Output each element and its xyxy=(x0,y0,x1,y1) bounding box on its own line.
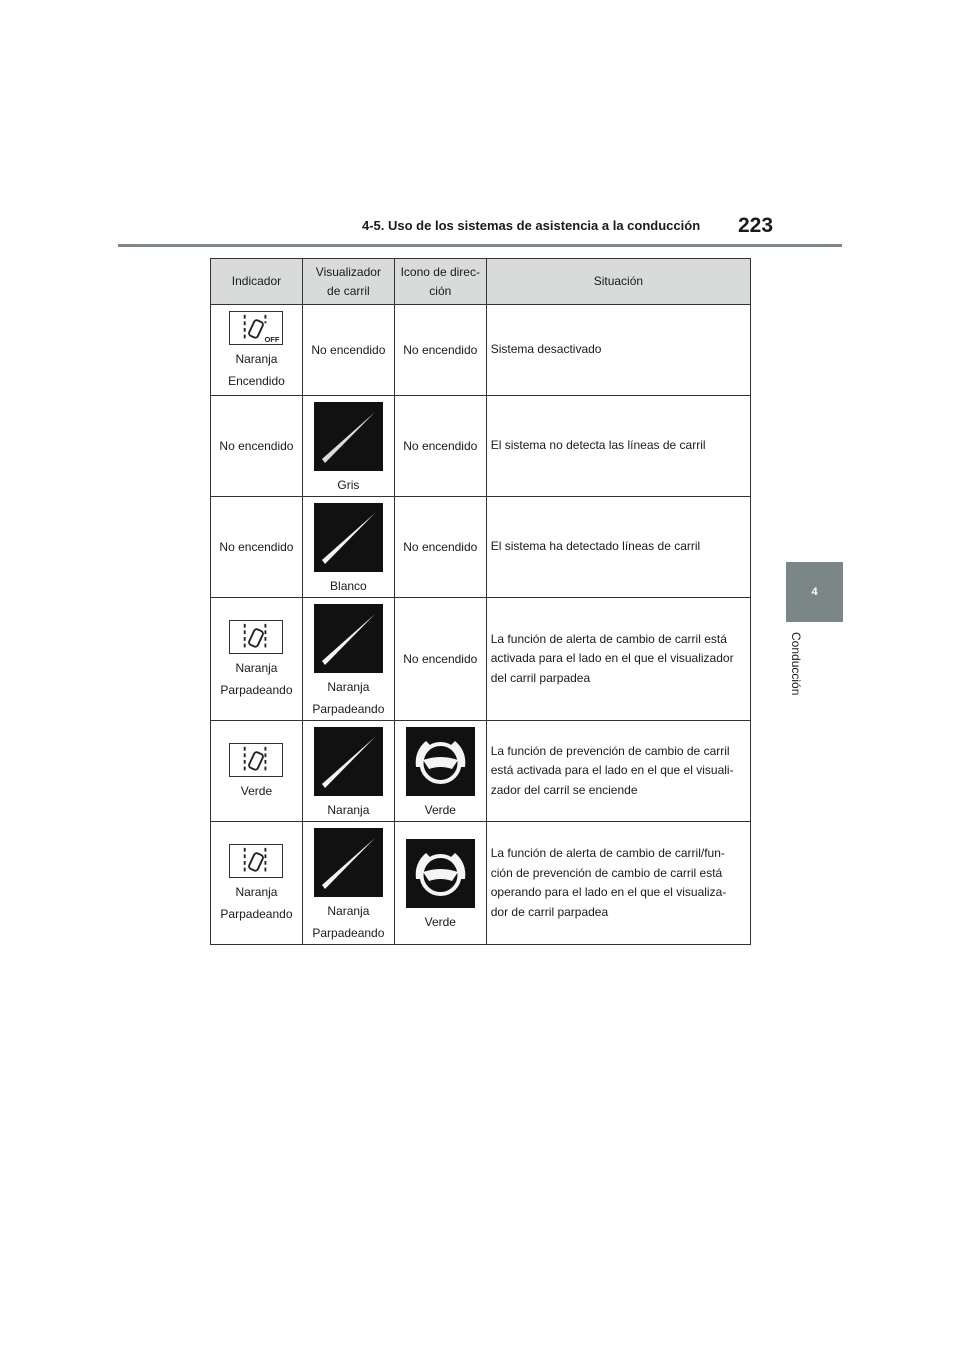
lane-line-icon xyxy=(314,503,383,572)
situation-line: La función de alerta de cambio de carril está xyxy=(490,631,727,646)
steering-color: Verde xyxy=(424,803,456,817)
table-row xyxy=(211,822,751,945)
situation-line: dor de carril parpadea xyxy=(490,904,609,919)
indicator-table xyxy=(210,258,751,945)
indicator-color: Naranja xyxy=(235,660,278,675)
table-row xyxy=(211,305,751,396)
situation-line: está activada para el lado en el que el visuali- xyxy=(490,763,734,778)
lane-color: Blanco xyxy=(330,579,367,593)
situation-line: operando para el lado en el que el visualiza- xyxy=(490,885,727,899)
situation-cell: El sistema ha detectado líneas de carril xyxy=(486,497,750,598)
off-label: OFF xyxy=(264,334,280,344)
table-row xyxy=(211,598,751,721)
table-row xyxy=(211,396,751,497)
indicator-state: Parpadeando xyxy=(220,906,293,921)
page-number: 223 xyxy=(738,214,774,237)
situation-cell xyxy=(486,822,750,945)
indicator-cell xyxy=(211,721,303,822)
table-row xyxy=(211,721,751,822)
steering-icon-cell xyxy=(394,822,486,945)
indicator-cell xyxy=(211,305,303,396)
indicator-cell: No encendido xyxy=(211,396,303,497)
indicator-color: Verde xyxy=(240,783,273,798)
situation-line: zador del carril se enciende xyxy=(490,782,638,797)
chapter-label xyxy=(787,632,807,712)
lane-display-cell xyxy=(302,598,394,721)
lane-color: Gris xyxy=(337,478,360,492)
lane-state: Parpadeando xyxy=(312,926,385,940)
steering-color: Verde xyxy=(424,915,456,929)
lane-keep-icon xyxy=(229,743,283,777)
header-lane-display xyxy=(302,259,394,305)
lane-color: Naranja xyxy=(327,803,370,817)
steering-assist-icon xyxy=(406,727,475,796)
situation-line: del carril parpadea xyxy=(490,670,591,685)
lane-keep-icon xyxy=(229,620,283,654)
lane-display-cell xyxy=(302,497,394,598)
situation-line: activada para el lado en el que el visualizador xyxy=(490,651,734,666)
header-rule xyxy=(118,244,842,247)
header-indicator: Indicador xyxy=(211,259,303,305)
header-steering-icon-line1: Icono de direc- xyxy=(400,264,480,279)
situation-line: ción de prevención de cambio de carril está xyxy=(490,865,723,880)
lane-display-cell xyxy=(302,721,394,822)
lane-display-cell xyxy=(302,396,394,497)
lane-keep-off-icon xyxy=(229,311,283,345)
indicator-state: Encendido xyxy=(228,373,285,388)
indicator-cell xyxy=(211,598,303,721)
lane-line-icon xyxy=(314,402,383,471)
steering-assist-icon xyxy=(406,839,475,908)
lane-line-icon xyxy=(314,604,383,673)
table-row xyxy=(211,497,751,598)
situation-line: La función de prevención de cambio de carril xyxy=(490,743,730,758)
header-lane-display-line1: Visualizador xyxy=(315,264,381,279)
steering-icon-cell: No encendido xyxy=(394,396,486,497)
steering-icon-cell xyxy=(394,721,486,822)
situation-cell: El sistema no detecta las líneas de carril xyxy=(486,396,750,497)
indicator-state: Parpadeando xyxy=(220,682,293,697)
lane-line-icon xyxy=(314,828,383,897)
table-header-row xyxy=(211,259,751,305)
header-lane-display-line2: de carril xyxy=(327,283,370,298)
indicator-color: Naranja xyxy=(235,351,278,366)
indicator-color: Naranja xyxy=(235,884,278,899)
steering-icon-cell: No encendido xyxy=(394,598,486,721)
section-title: 4-5. Uso de los sistemas de asistencia a la conducción xyxy=(362,218,701,233)
header-steering-icon-line2: ción xyxy=(429,283,452,298)
situation-cell xyxy=(486,598,750,721)
lane-color: Naranja xyxy=(327,680,370,694)
lane-keep-icon xyxy=(229,844,283,878)
header-situation: Situación xyxy=(486,259,750,305)
chapter-tab: 4 xyxy=(786,562,843,622)
indicator-cell xyxy=(211,822,303,945)
chapter-label-text: Conducción xyxy=(789,632,803,696)
lane-display-cell xyxy=(302,822,394,945)
steering-icon-cell: No encendido xyxy=(394,305,486,396)
steering-icon-cell: No encendido xyxy=(394,497,486,598)
lane-display-cell: No encendido xyxy=(302,305,394,396)
lane-state: Parpadeando xyxy=(312,702,385,716)
header-steering-icon xyxy=(394,259,486,305)
indicator-cell: No encendido xyxy=(211,497,303,598)
lane-color: Naranja xyxy=(327,904,370,918)
lane-line-icon xyxy=(314,727,383,796)
situation-line: La función de alerta de cambio de carril/fun- xyxy=(490,846,725,860)
situation-cell xyxy=(486,721,750,822)
situation-cell: Sistema desactivado xyxy=(486,305,750,396)
